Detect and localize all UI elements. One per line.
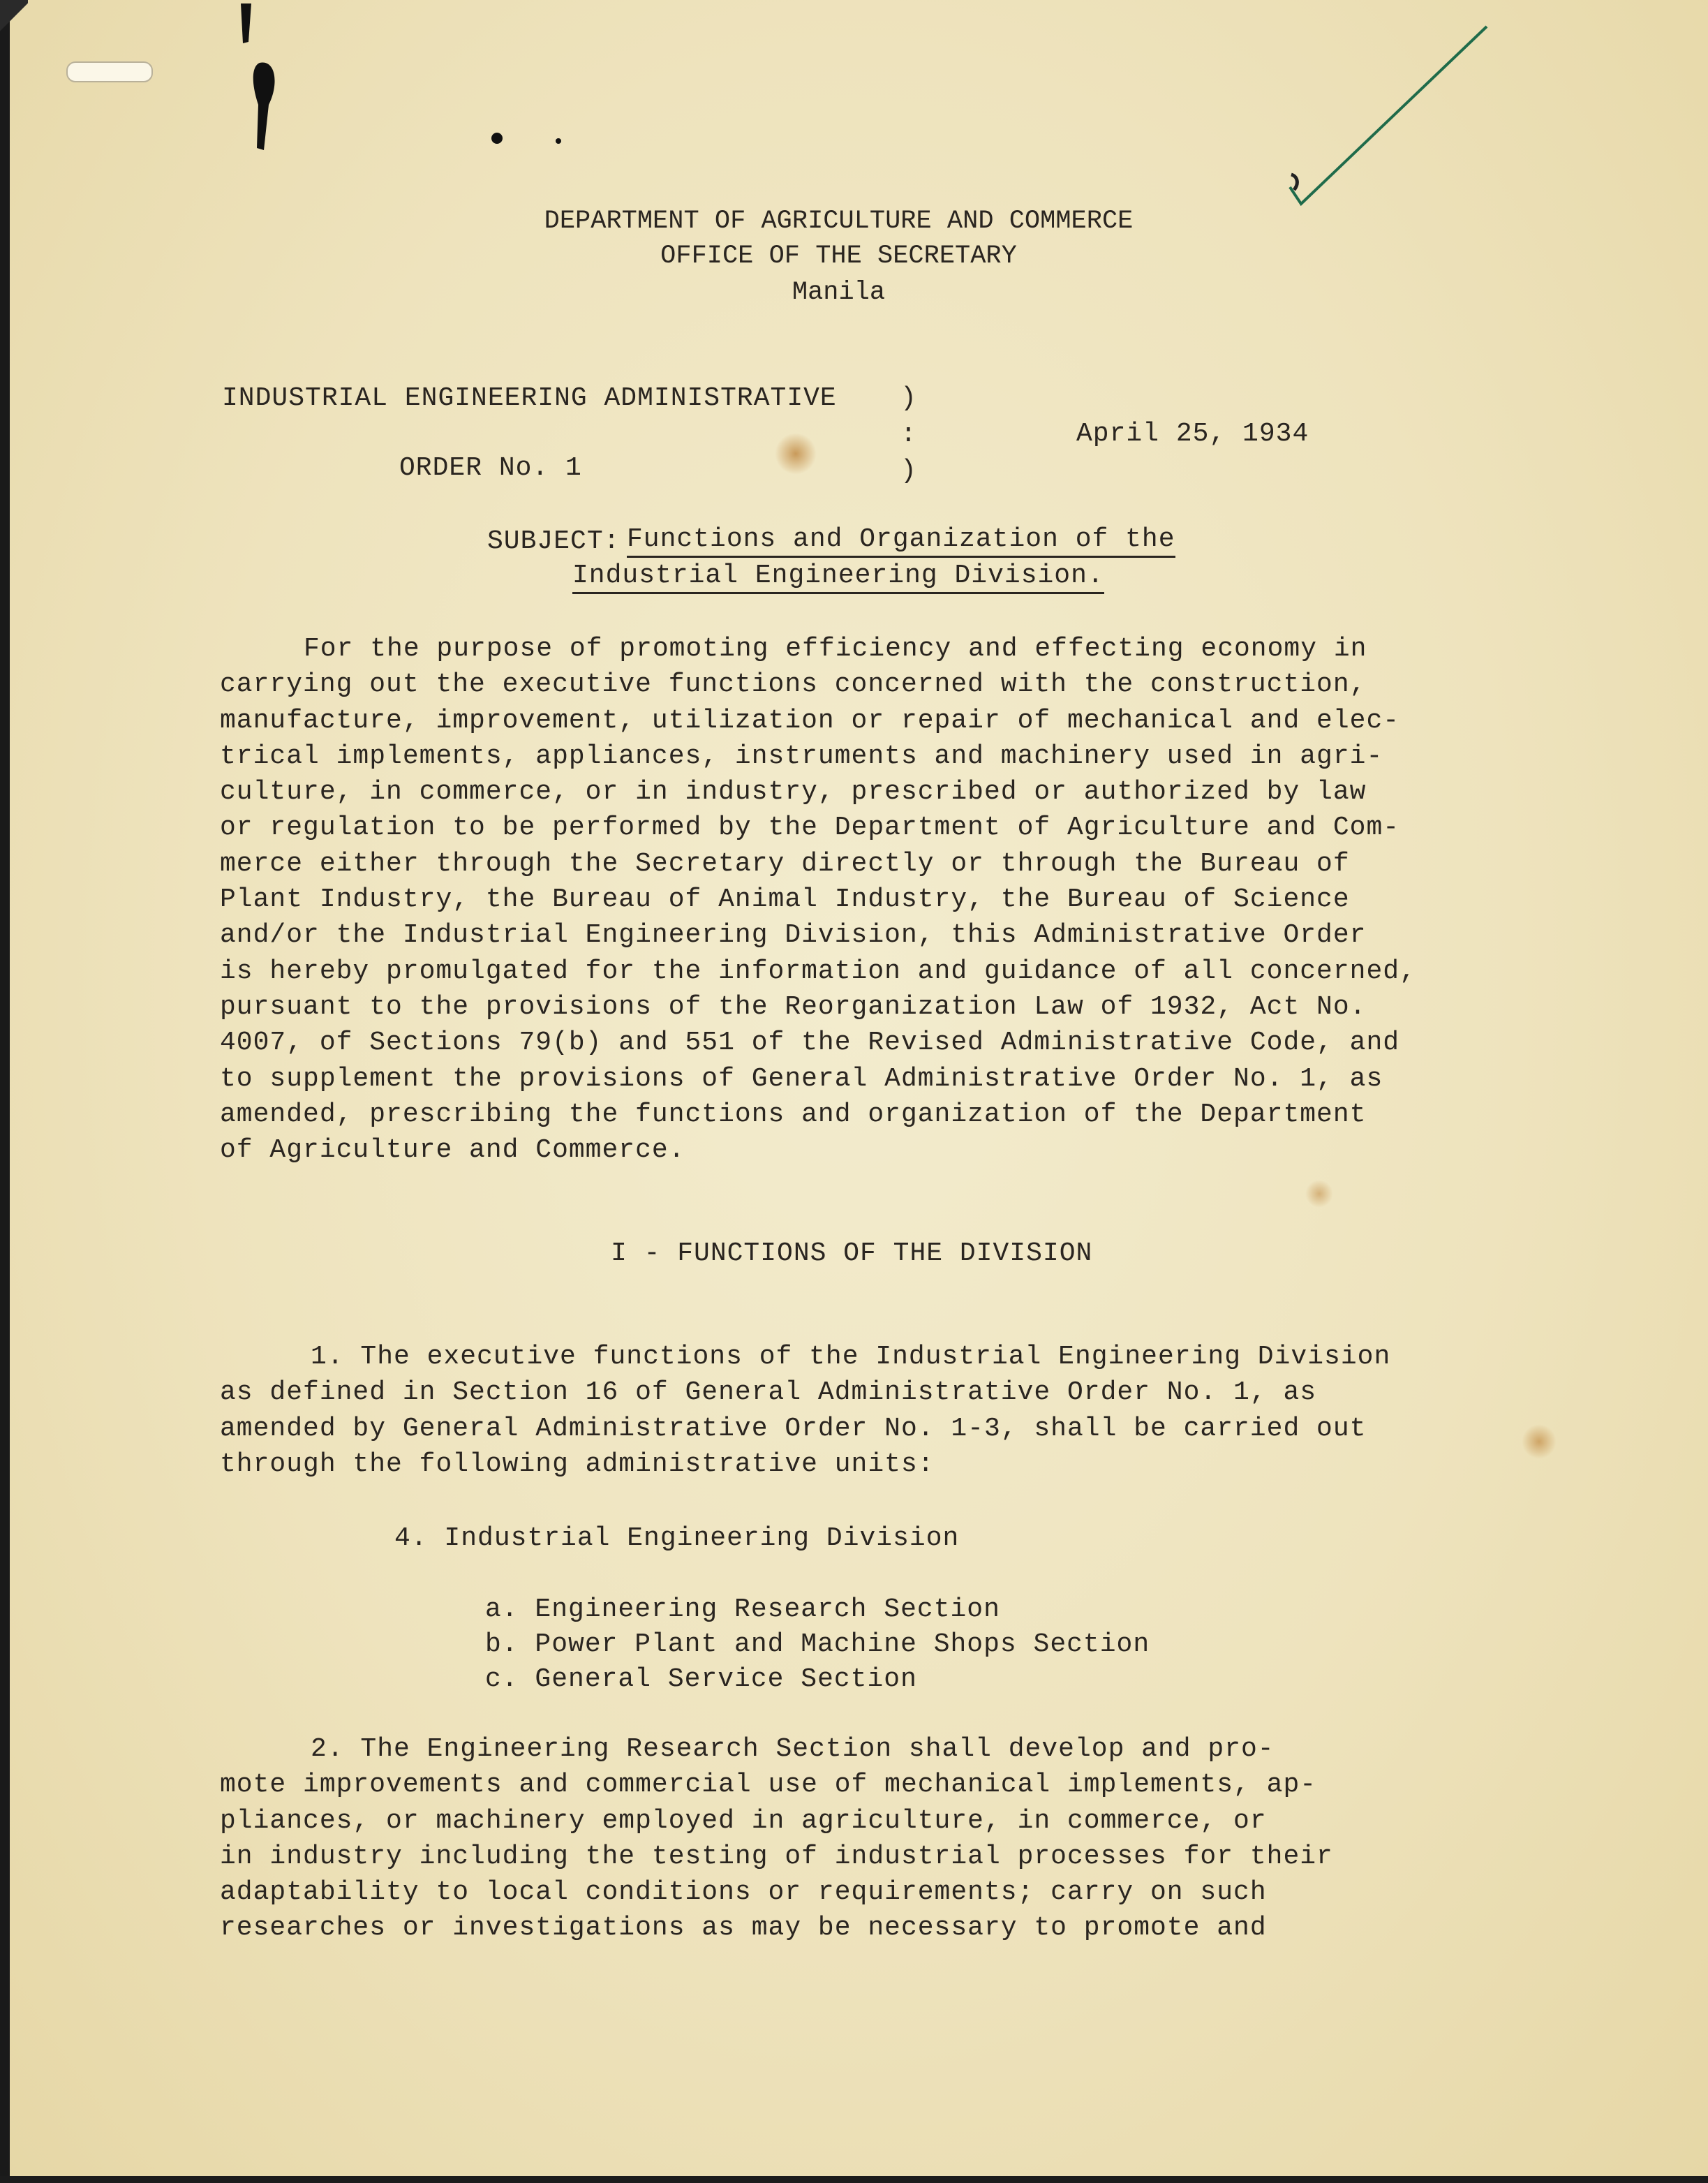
section-heading: I - FUNCTIONS OF THE DIVISION — [611, 1238, 1093, 1268]
office-heading: OFFICE OF THE SECRETARY — [660, 242, 1017, 271]
unit-heading: 4. Industrial Engineering Division — [394, 1523, 960, 1553]
department-heading: DEPARTMENT OF AGRICULTURE AND COMMERCE — [544, 207, 1134, 236]
subject-label: SUBJECT: — [487, 526, 621, 556]
order-paren-mid: : — [900, 420, 917, 450]
subject-line1: Functions and Organization of the — [627, 524, 1175, 558]
order-title-line2: ORDER No. 1 — [399, 453, 582, 483]
unit-item: c. General Service Section — [485, 1664, 917, 1694]
order-paren-open: ) — [900, 383, 917, 413]
unit-item: b. Power Plant and Machine Shops Section — [485, 1629, 1150, 1659]
order-title-line1: INDUSTRIAL ENGINEERING ADMINISTRATIVE — [222, 383, 837, 413]
order-paren-close: ) — [900, 456, 917, 486]
scan-bottom-edge — [0, 2176, 1708, 2183]
unit-item: a. Engineering Research Section — [485, 1594, 1000, 1625]
subject-line2: Industrial Engineering Division. — [572, 560, 1104, 594]
check-mark-annotation — [1284, 21, 1494, 209]
intro-paragraph: For the purpose of promoting efficiency and effecting economy in carrying out the executive functions concerned with the construction, manufacture, improvement, utilization or repair of mechanical and elec- trical implements, appliances, instruments and machinery used in agri- culture, in commerce, or in industry, prescribed or authorized by law or regulation to be performed by the Department of Agriculture and Com- merce either through the Secretary directly or through the Bureau of Plant Industry, the Bureau of Animal Industry, the Bureau of Science and/or the Industrial Engineering Division, this Administrative Order is hereby promulgated for the information and guidance of all concerned, pursuant to the provisions of the Reorganization Law of 1932, Act No. 4007, of Sections 79(b) and 551 of the Revised Administrative Code, and to supplement the provisions of General Administrative Order No. 1, as amended, prescribing the functions and organization of the Department of Agriculture and Commerce. — [220, 634, 1416, 1166]
paragraph-1: 1. The executive functions of the Industrial Engineering Division as defined in Section 16 of General Administrative Order No. 1, as amended by General Administrative Order No. 1-3, shall be carried out through the following administrative units: — [220, 1342, 1391, 1479]
order-date: April 25, 1934 — [1076, 419, 1309, 449]
city-heading: Manila — [792, 278, 886, 307]
paragraph-2: 2. The Engineering Research Section shall develop and pro- mote improvements and commercial use of mechanical implements, ap- pliances, or machinery employed in agriculture, in commerce, or in industry including the testing of industrial processes for their adaptability to local conditions or requirements; carry on such researches or investigations as may be necessary to promote and — [220, 1734, 1333, 1944]
